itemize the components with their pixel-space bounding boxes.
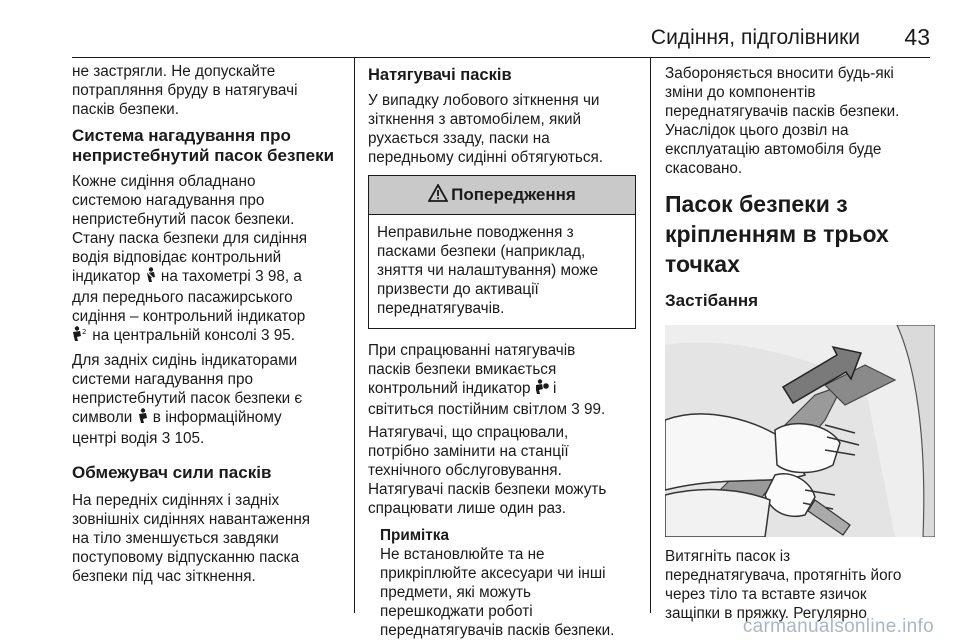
limiter-paragraph: На передніх сидіннях і задніх зовнішніх сидіннях навантаження на тіло зменшується завдяки поступовому відпусканню паска безпеки під час зіткнення. xyxy=(72,492,311,585)
warning-text: Неправильне поводження з пасками безпеки (наприклад, зняття чи налаштування) може призвести до активації переднатягувачів. xyxy=(377,224,599,317)
seatbelt-fastening-illustration xyxy=(665,325,935,537)
replace-paragraph: Натягувачі, що спрацювали, потрібно замінити на станції технічного обслуговування. Натягувачі пасків безпеки можуть спрацювати лише один раз. xyxy=(368,424,607,517)
reminder-paragraph-2: Для задніх сидінь індикаторами системи нагадування про непристебнутий пасок безпеки є символи в інформаційному центрі водія 3 105. xyxy=(72,352,303,447)
airbag-tensioner-indicator-icon xyxy=(535,379,549,400)
intro-text: не застрягли. Не допускайте потрапляння бруду в натягувачі пасків безпеки. xyxy=(72,63,298,118)
column-3 xyxy=(665,58,935,623)
heading-seatbelt-reminder: Система нагадування про непристебнутий пасок безпеки xyxy=(72,126,335,165)
svg-text:2: 2 xyxy=(82,328,87,336)
heading-three-point-belt: Пасок безпеки з кріпленням в трьох точках xyxy=(665,191,889,277)
page-ref-link[interactable]: 95 xyxy=(273,327,291,344)
note-title: Примітка xyxy=(380,527,449,544)
page-ref-link[interactable]: 99 xyxy=(584,401,602,418)
page-ref-link[interactable]: 98 xyxy=(267,268,285,285)
warning-header xyxy=(369,176,635,215)
page-ref-icon: 3 xyxy=(255,268,264,285)
reminder-paragraph-1: Кожне сидіння обладнано системою нагадування про непристебнутий пасок безпеки. Стану паска безпеки для сидіння водія відповідає контрольний індикатор на тахометрі 3 98, а для переднього пасажирського сидіння – контрольний індикатор 2 на центральній консолі 3 95. xyxy=(72,172,344,347)
page-ref-icon: 3 xyxy=(161,430,171,447)
seatbelt-reminder-icon xyxy=(145,267,157,288)
fasten-paragraph: Витягніть пасок із переднатягувача, протягніть його через тіло та вставте язичок защіпки в пряжку. Регулярно xyxy=(665,548,902,622)
page-title: Сидіння, підголівники xyxy=(650,26,860,49)
page-ref-link[interactable]: 105 xyxy=(174,430,200,447)
note-text: Не встановлюйте та не прикріплюйте аксесуари чи інші предмети, які можуть перешкоджати роботі переднатягувачів пасків безпеки. xyxy=(380,546,615,639)
warning-triangle-icon xyxy=(428,184,451,207)
rear-seatbelt-reminder-icon xyxy=(137,408,149,429)
column-2 xyxy=(368,58,636,640)
page-number: 43 xyxy=(904,24,930,50)
column-divider xyxy=(650,58,651,613)
warning-box xyxy=(368,175,636,329)
tensioners-paragraph: У випадку лобового зіткнення чи зіткнення з автомобілем, який рухається ззаду, паски на передньому сидінні обтягуються. xyxy=(368,92,604,166)
triggered-paragraph: При спрацюванні натягувачів пасків безпеки вмикається контрольний індикатор і світиться постійним світлом 3 99. xyxy=(368,342,606,418)
heading-fastening: Застібання xyxy=(665,291,759,310)
heading-force-limiter: Обмежувач сили пасків xyxy=(72,463,272,482)
prohibited-paragraph: Забороняється вносити будь-які зміни до компонентів переднатягувачів пасків безпеки. Унаслідок цього дозвіл на експлуатацію автомобіля буде скасовано. xyxy=(665,65,900,177)
column-1 xyxy=(72,58,344,586)
heading-tensioners: Натягувачі пасків xyxy=(368,66,512,84)
watermark: carmanualsonline.info xyxy=(742,616,934,637)
page-ref-icon: 3 xyxy=(260,327,270,344)
passenger-seatbelt-reminder-icon xyxy=(72,326,88,347)
column-divider xyxy=(354,58,355,613)
warning-title: Попередження xyxy=(451,185,576,204)
page-header xyxy=(72,0,930,55)
page-ref-icon: 3 xyxy=(571,401,580,418)
note-block xyxy=(368,526,636,640)
